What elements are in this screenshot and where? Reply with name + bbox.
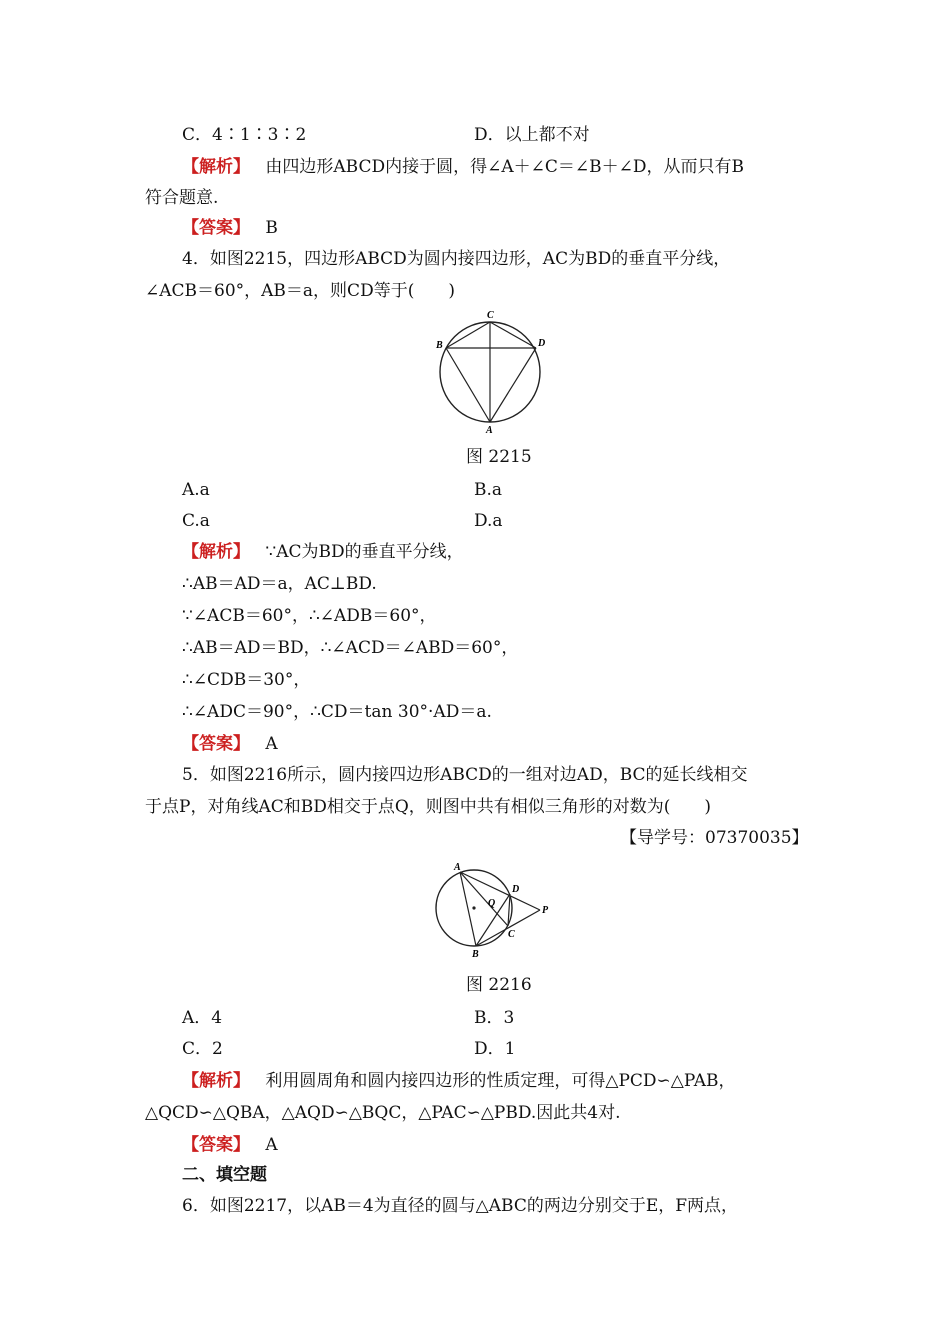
answer-value: A — [265, 1135, 278, 1155]
analysis-text: 利用圆周角和圆内接四边形的性质定理，可得△PCD∽△PAB， — [265, 1071, 736, 1091]
label-b: B — [436, 340, 443, 351]
q3-option-d: D．以上都不对 — [474, 125, 590, 145]
q4-analysis-step: ∵∠ACB＝60°，∴∠ADB＝60°， — [182, 606, 437, 626]
figure-2216 — [430, 858, 560, 962]
q4-analysis-step: ∴∠ADC＝90°，∴CD＝tan 30°·AD＝a. — [182, 702, 492, 722]
segment-ap — [460, 872, 540, 910]
analysis-step: ∵AC为BD的垂直平分线， — [265, 542, 464, 562]
label-a: A — [454, 862, 461, 873]
analysis-tag: 【解析】 — [182, 157, 250, 177]
label-d: D — [512, 884, 520, 895]
guide-number: 【导学号：07370035】 — [620, 828, 809, 848]
q3-analysis-cont: 符合题意. — [145, 188, 219, 208]
q3-option-c: C．4∶1∶3∶2 — [182, 125, 307, 145]
label-d: D — [538, 338, 546, 349]
q5-option-b: B．3 — [474, 1008, 515, 1028]
q5-analysis — [182, 1069, 736, 1093]
q4-option-c: C.a — [182, 511, 210, 531]
answer-tag: 【答案】 — [182, 218, 250, 238]
figure-2215 — [430, 306, 550, 440]
label-p: P — [542, 905, 549, 916]
q5-option-c: C．2 — [182, 1039, 223, 1059]
q5-option-d: D．1 — [474, 1039, 516, 1059]
q4-analysis — [182, 540, 464, 564]
q4-analysis-step: ∴AB＝AD＝BD，∴∠ACD＝∠ABD＝60°， — [182, 638, 519, 658]
q5-option-a: A．4 — [182, 1008, 223, 1028]
segment-ab — [446, 348, 490, 422]
segment-bp — [476, 910, 540, 946]
answer-tag: 【答案】 — [182, 1135, 250, 1155]
figure-caption-2215: 图 2215 — [466, 447, 532, 467]
q5-stem-line1: 5．如图2216所示，圆内接四边形ABCD的一组对边AD，BC的延长线相交 — [182, 765, 748, 785]
q4-analysis-step: ∴∠CDB＝30°， — [182, 670, 311, 690]
q4-analysis-step: ∴AB＝AD＝a，AC⊥BD. — [182, 574, 377, 594]
label-q: Q — [488, 898, 496, 909]
analysis-text: 由四边形ABCD内接于圆，得∠A＋∠C＝∠B＋∠D，从而只有B — [265, 157, 745, 177]
label-a: A — [486, 425, 493, 436]
label-c: C — [508, 929, 515, 940]
q4-stem-line1: 4．如图2215，四边形ABCD为圆内接四边形，AC为BD的垂直平分线， — [182, 249, 731, 269]
center-dot — [472, 906, 475, 909]
q5-answer — [182, 1133, 278, 1157]
segment-bc — [446, 322, 490, 348]
label-b: B — [472, 949, 479, 960]
q5-stem-line2: 于点P，对角线AC和BD相交于点Q，则图中共有相似三角形的对数为( ) — [145, 797, 712, 817]
figure-caption-2216: 图 2216 — [466, 975, 532, 995]
q4-stem-line2: ∠ACB＝60°，AB＝a，则CD等于( ) — [145, 281, 455, 301]
q4-answer — [182, 732, 278, 756]
q5-analysis-cont: △QCD∽△QBA，△AQD∽△BQC，△PAC∽△PBD.因此共4对. — [145, 1103, 621, 1123]
segment-cd — [490, 322, 536, 348]
answer-tag: 【答案】 — [182, 734, 250, 754]
q3-answer — [182, 216, 278, 240]
segment-ad — [490, 348, 536, 422]
answer-value: A — [265, 734, 278, 754]
q4-option-b: B.a — [474, 480, 503, 500]
q3-analysis — [182, 155, 744, 179]
section-heading: 二、填空题 — [182, 1165, 267, 1185]
q4-option-a: A.a — [182, 480, 210, 500]
answer-value: B — [265, 218, 278, 238]
analysis-tag: 【解析】 — [182, 542, 250, 562]
label-c: C — [487, 310, 494, 321]
analysis-tag: 【解析】 — [182, 1071, 250, 1091]
q6-stem-line1: 6．如图2217，以AB＝4为直径的圆与△ABC的两边分别交于E，F两点， — [182, 1196, 739, 1216]
q4-option-d: D.a — [474, 511, 503, 531]
